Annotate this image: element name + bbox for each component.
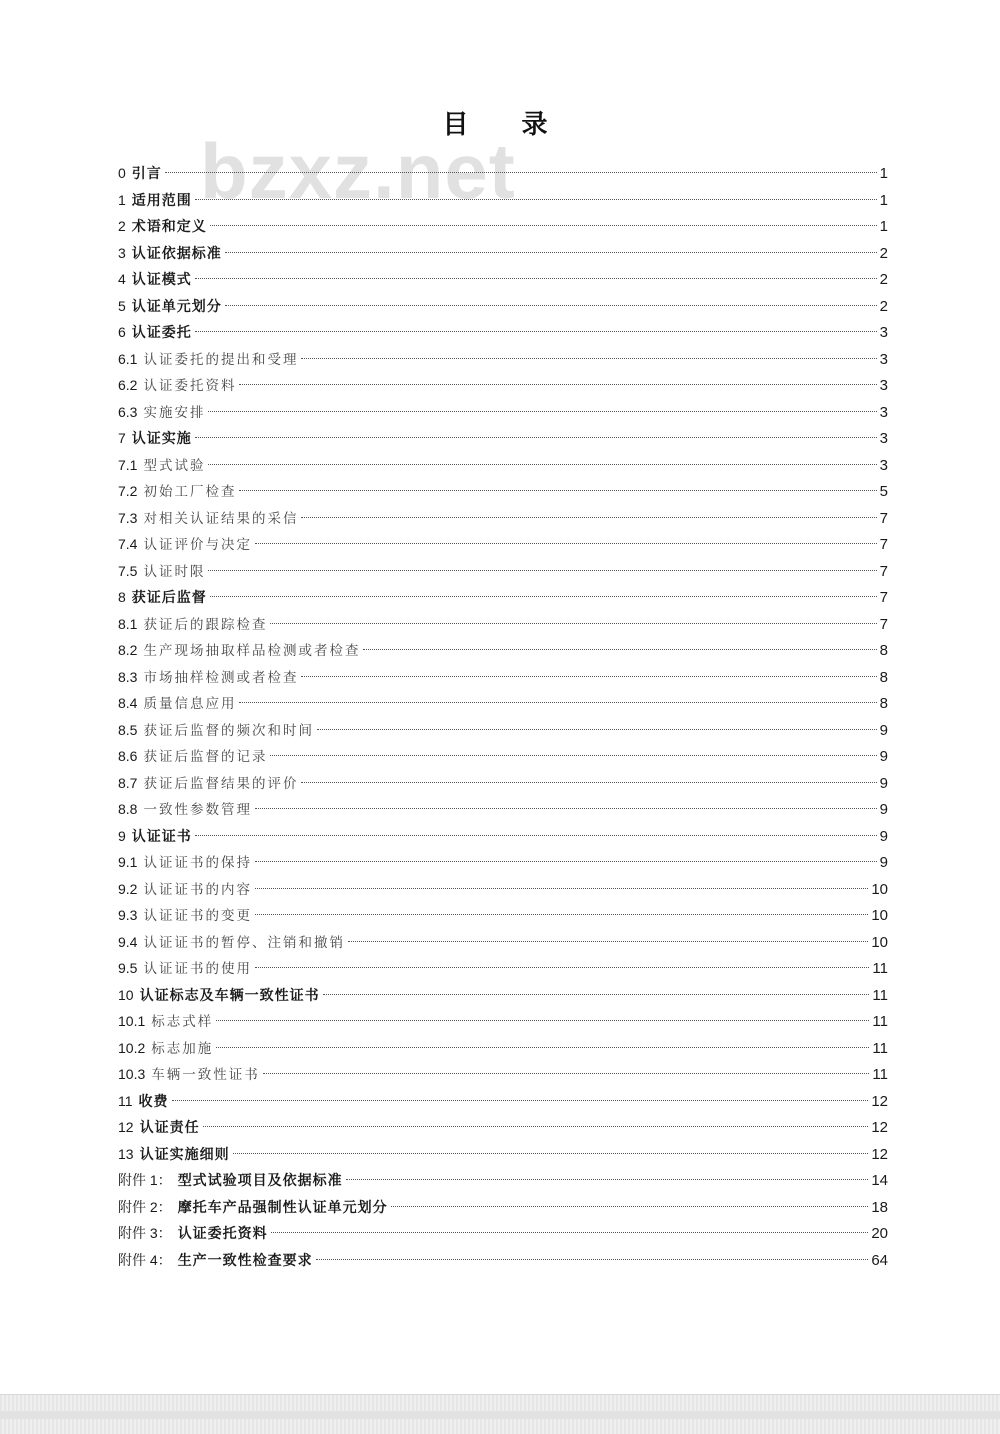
- toc-entry-page-number: 11: [872, 1013, 888, 1030]
- toc-entry-label: 实施安排: [143, 404, 206, 421]
- scrollbar-track[interactable]: [0, 1411, 1000, 1419]
- toc-entry-label: 认证模式: [131, 272, 192, 288]
- toc-entry-page-number: 2: [879, 244, 888, 262]
- toc-entry[interactable]: [118, 929, 888, 956]
- toc-entry-page-number: 1: [879, 218, 888, 235]
- toc-entry-page-number: 12: [871, 1145, 888, 1163]
- toc-entry-label: 认证证书的保持: [143, 855, 252, 871]
- dot-leader: [301, 676, 876, 677]
- dot-leader: [363, 649, 876, 650]
- toc-entry[interactable]: [118, 1141, 888, 1168]
- toc-entry-label: 认证委托: [131, 325, 192, 341]
- toc-entry-label: 认证标志及车辆一致性证书: [139, 987, 320, 1004]
- toc-entry-number: 4: [118, 271, 126, 287]
- dot-leader: [348, 941, 868, 942]
- dot-leader: [195, 278, 877, 279]
- toc-entry-page-number: 11: [872, 960, 888, 977]
- toc-entry[interactable]: [118, 319, 888, 346]
- toc-entry[interactable]: [118, 1220, 888, 1247]
- toc-entry-number: 9.2: [118, 880, 138, 897]
- dot-leader: [216, 1020, 869, 1021]
- toc-entry-label: 收费: [138, 1093, 169, 1110]
- toc-entry[interactable]: [118, 346, 888, 373]
- toc-entry-page-number: 7: [879, 536, 888, 553]
- dot-leader: [233, 1153, 869, 1154]
- toc-entry-page-number: 10: [871, 933, 888, 951]
- toc-entry[interactable]: [118, 1061, 888, 1088]
- toc-entry-label: 认证时限: [143, 563, 206, 580]
- toc-entry[interactable]: [118, 372, 888, 399]
- toc-entry-page-number: 3: [879, 430, 888, 447]
- toc-entry-page-number: 20: [871, 1225, 888, 1242]
- dot-leader: [195, 437, 877, 438]
- toc-entry-label: 认证证书的变更: [143, 908, 252, 924]
- toc-entry-number: 8.6: [118, 748, 138, 764]
- toc-entry-label: 认证评价与决定: [143, 537, 252, 553]
- dot-leader: [239, 490, 876, 491]
- toc-entry-page-number: 1: [879, 191, 888, 209]
- dot-leader: [239, 702, 876, 703]
- dot-leader: [195, 835, 877, 836]
- toc-entry-label: 生产现场抽取样品检测或者检查: [143, 643, 361, 659]
- toc-entry-page-number: 3: [879, 377, 888, 394]
- horizontal-scrollbar[interactable]: [0, 1394, 1000, 1434]
- dot-leader: [391, 1206, 869, 1207]
- dot-leader: [270, 755, 876, 756]
- toc-entry-number: 7.3: [118, 509, 138, 526]
- toc-entry-page-number: 1: [879, 165, 888, 182]
- dot-leader: [210, 225, 877, 226]
- toc-entry-number: 附件 2：: [118, 1198, 172, 1215]
- toc-entry-label: 初始工厂检查: [143, 484, 237, 500]
- dot-leader: [208, 411, 876, 412]
- toc-entry-number: 9.1: [118, 854, 138, 870]
- toc-entry-page-number: 10: [871, 880, 888, 898]
- toc-entry-label: 认证实施细则: [139, 1146, 230, 1163]
- toc-entry-page-number: 7: [879, 562, 888, 580]
- toc-entry-number: 8.7: [118, 774, 138, 791]
- toc-entry-page-number: 8: [879, 642, 888, 659]
- toc-entry[interactable]: [118, 293, 888, 320]
- dot-leader: [301, 782, 876, 783]
- toc-entry-number: 5: [118, 297, 126, 314]
- toc-entry[interactable]: [118, 611, 888, 638]
- toc-entry-page-number: 3: [879, 456, 888, 474]
- dot-leader: [255, 967, 869, 968]
- toc-entry-number: 11: [118, 1092, 133, 1109]
- toc-entry-page-number: 9: [879, 774, 888, 792]
- toc-entry-label: 认证证书的内容: [143, 881, 252, 898]
- dot-leader: [165, 172, 877, 173]
- toc-entry-number: 附件 1：: [118, 1172, 172, 1188]
- toc-entry-page-number: 7: [879, 615, 888, 633]
- toc-entry-label: 认证证书: [131, 828, 192, 845]
- toc-entry-number: 6.1: [118, 350, 138, 367]
- dot-leader: [270, 623, 876, 624]
- toc-entry-label: 认证单元划分: [131, 298, 222, 315]
- toc-entry-number: 附件 3：: [118, 1225, 172, 1241]
- toc-entry-number: 8.3: [118, 668, 138, 685]
- toc-entry-page-number: 9: [879, 854, 888, 871]
- toc-entry-page-number: 64: [871, 1251, 888, 1269]
- toc-entry-page-number: 5: [879, 483, 888, 500]
- watermark: bzxz.net: [200, 127, 516, 215]
- toc-entry-number: 9.5: [118, 960, 138, 976]
- toc-entry-page-number: 9: [879, 748, 888, 765]
- dot-leader: [208, 464, 876, 465]
- toc-entry-number: 1: [118, 191, 126, 208]
- toc-entry-number: 10: [118, 986, 134, 1003]
- toc-entry[interactable]: [118, 160, 888, 187]
- toc-entry-label: 获证后监督: [131, 590, 207, 606]
- toc-entry-label: 标志式样: [151, 1014, 214, 1030]
- dot-leader: [255, 861, 877, 862]
- toc-entry-label: 质量信息应用: [143, 696, 237, 712]
- toc-entry[interactable]: [118, 399, 888, 426]
- toc-entry-label: 获证后监督的频次和时间: [143, 722, 314, 739]
- dot-leader: [239, 384, 876, 385]
- toc-entry[interactable]: [118, 902, 888, 929]
- toc-entry-page-number: 7: [879, 509, 888, 527]
- dot-leader: [301, 358, 876, 359]
- toc-entry[interactable]: [118, 849, 888, 876]
- dot-leader: [216, 1047, 869, 1048]
- toc-entry[interactable]: [118, 584, 888, 611]
- toc-entry-page-number: 11: [872, 1039, 888, 1057]
- toc-entry-number: 7: [118, 430, 126, 446]
- toc-entry[interactable]: [118, 690, 888, 717]
- toc-entry-label: 获证后监督的记录: [143, 749, 268, 765]
- dot-leader: [271, 1232, 869, 1233]
- toc-entry-number: 13: [118, 1145, 134, 1162]
- toc-entry-number: 6.3: [118, 403, 138, 420]
- toc-entry[interactable]: [118, 558, 888, 585]
- toc-entry-number: 2: [118, 218, 126, 234]
- toc-entry[interactable]: [118, 266, 888, 293]
- toc-entry[interactable]: [118, 1114, 888, 1141]
- toc-entry-label: 认证委托资料: [143, 378, 237, 394]
- toc-entry[interactable]: [118, 1035, 888, 1062]
- toc-entry-page-number: 2: [879, 297, 888, 315]
- toc-entry-number: 9.4: [118, 933, 138, 950]
- toc-entry[interactable]: [118, 982, 888, 1009]
- toc-entry-label: 认证委托资料: [177, 1226, 268, 1242]
- table-of-contents: [118, 160, 888, 1273]
- toc-entry-number: 6.2: [118, 377, 138, 393]
- toc-entry[interactable]: [118, 770, 888, 797]
- toc-entry-label: 生产一致性检查要求: [177, 1252, 313, 1269]
- dot-leader: [195, 331, 877, 332]
- toc-entry-label: 认证证书的暂停、注销和撤销: [143, 934, 345, 951]
- dot-leader: [255, 888, 868, 889]
- toc-entry[interactable]: [118, 955, 888, 982]
- toc-entry-page-number: 9: [879, 721, 888, 739]
- dot-leader: [172, 1100, 869, 1101]
- dot-leader: [255, 808, 877, 809]
- toc-entry[interactable]: [118, 637, 888, 664]
- toc-entry-number: 7.5: [118, 562, 138, 579]
- dot-leader: [255, 914, 868, 915]
- toc-entry-number: 8.5: [118, 721, 138, 738]
- toc-entry-page-number: 12: [871, 1119, 888, 1136]
- toc-entry-number: 3: [118, 244, 126, 261]
- dot-leader: [346, 1179, 869, 1180]
- toc-entry-page-number: 8: [879, 695, 888, 712]
- toc-entry-number: 10.3: [118, 1066, 146, 1082]
- toc-entry-page-number: 11: [872, 1066, 888, 1083]
- toc-entry[interactable]: [118, 876, 888, 903]
- toc-entry-label: 引言: [131, 166, 162, 182]
- toc-entry-page-number: 3: [879, 403, 888, 421]
- toc-entry-number: 9: [118, 827, 126, 844]
- toc-entry[interactable]: [118, 425, 888, 452]
- toc-entry-label: 一致性参数管理: [143, 802, 252, 818]
- toc-entry-label: 术语和定义: [131, 219, 207, 235]
- toc-entry-label: 标志加施: [151, 1040, 214, 1057]
- toc-entry-label: 获证后监督结果的评价: [143, 775, 299, 792]
- toc-entry-page-number: 2: [879, 271, 888, 288]
- toc-entry-page-number: 14: [871, 1172, 888, 1189]
- dot-leader: [208, 570, 876, 571]
- toc-entry-page-number: 12: [871, 1092, 888, 1110]
- toc-entry-number: 12: [118, 1119, 134, 1135]
- dot-leader: [195, 199, 877, 200]
- toc-entry[interactable]: [118, 1088, 888, 1115]
- toc-entry-page-number: 3: [879, 324, 888, 341]
- toc-entry[interactable]: [118, 478, 888, 505]
- dot-leader: [225, 252, 877, 253]
- toc-entry-label: 认证委托的提出和受理: [143, 351, 299, 368]
- toc-entry[interactable]: [118, 717, 888, 744]
- toc-entry-label: 型式试验: [143, 457, 206, 474]
- toc-entry-label: 型式试验项目及依据标准: [177, 1173, 343, 1189]
- toc-entry[interactable]: [118, 1167, 888, 1194]
- toc-entry-number: 附件 4：: [118, 1251, 172, 1268]
- toc-entry-number: 7.4: [118, 536, 138, 552]
- toc-entry-number: 10.2: [118, 1039, 146, 1056]
- toc-entry-label: 对相关认证结果的采信: [143, 510, 299, 527]
- dot-leader: [317, 729, 877, 730]
- dot-leader: [203, 1126, 869, 1127]
- toc-entry-number: 8.1: [118, 615, 138, 632]
- toc-entry-label: 市场抽样检测或者检查: [143, 669, 299, 686]
- toc-entry-page-number: 18: [871, 1198, 888, 1216]
- toc-entry-page-number: 9: [879, 827, 888, 845]
- toc-entry[interactable]: [118, 823, 888, 850]
- toc-entry-page-number: 8: [879, 668, 888, 686]
- dot-leader: [301, 517, 876, 518]
- toc-entry[interactable]: [118, 1247, 888, 1274]
- toc-entry-label: 认证证书的使用: [143, 961, 252, 977]
- toc-entry-page-number: 9: [879, 801, 888, 818]
- toc-entry-number: 10.1: [118, 1013, 146, 1029]
- toc-entry-number: 8.8: [118, 801, 138, 817]
- toc-entry-number: 6: [118, 324, 126, 340]
- toc-entry-number: 7.1: [118, 456, 138, 473]
- toc-entry[interactable]: [118, 1008, 888, 1035]
- toc-entry-number: 8: [118, 589, 126, 605]
- toc-entry-label: 认证责任: [139, 1120, 200, 1136]
- toc-entry[interactable]: [118, 240, 888, 267]
- toc-entry-page-number: 7: [879, 589, 888, 606]
- toc-entry[interactable]: [118, 743, 888, 770]
- dot-leader: [263, 1073, 870, 1074]
- toc-entry-page-number: 10: [871, 907, 888, 924]
- toc-entry-label: 适用范围: [131, 192, 192, 209]
- dot-leader: [316, 1259, 869, 1260]
- toc-entry[interactable]: [118, 664, 888, 691]
- toc-entry-label: 获证后的跟踪检查: [143, 616, 268, 633]
- toc-entry[interactable]: [118, 213, 888, 240]
- toc-entry-label: 认证依据标准: [131, 245, 222, 262]
- dot-leader: [323, 994, 870, 995]
- toc-entry-number: 9.3: [118, 907, 138, 923]
- toc-entry[interactable]: [118, 187, 888, 214]
- toc-entry-number: 7.2: [118, 483, 138, 499]
- dot-leader: [210, 596, 877, 597]
- toc-entry[interactable]: [118, 796, 888, 823]
- toc-entry-label: 车辆一致性证书: [151, 1067, 260, 1083]
- toc-entry-page-number: 11: [872, 986, 888, 1004]
- dot-leader: [255, 543, 877, 544]
- toc-entry-number: 0: [118, 165, 126, 181]
- toc-entry[interactable]: [118, 1194, 888, 1221]
- toc-entry-label: 摩托车产品强制性认证单元划分: [177, 1199, 388, 1216]
- dot-leader: [225, 305, 877, 306]
- toc-entry[interactable]: [118, 452, 888, 479]
- toc-entry[interactable]: [118, 531, 888, 558]
- toc-entry-number: 8.4: [118, 695, 138, 711]
- toc-entry-number: 8.2: [118, 642, 138, 658]
- toc-entry-label: 认证实施: [131, 431, 192, 447]
- toc-entry-page-number: 3: [879, 350, 888, 368]
- page-title: 目 录: [442, 110, 570, 140]
- toc-entry[interactable]: [118, 505, 888, 532]
